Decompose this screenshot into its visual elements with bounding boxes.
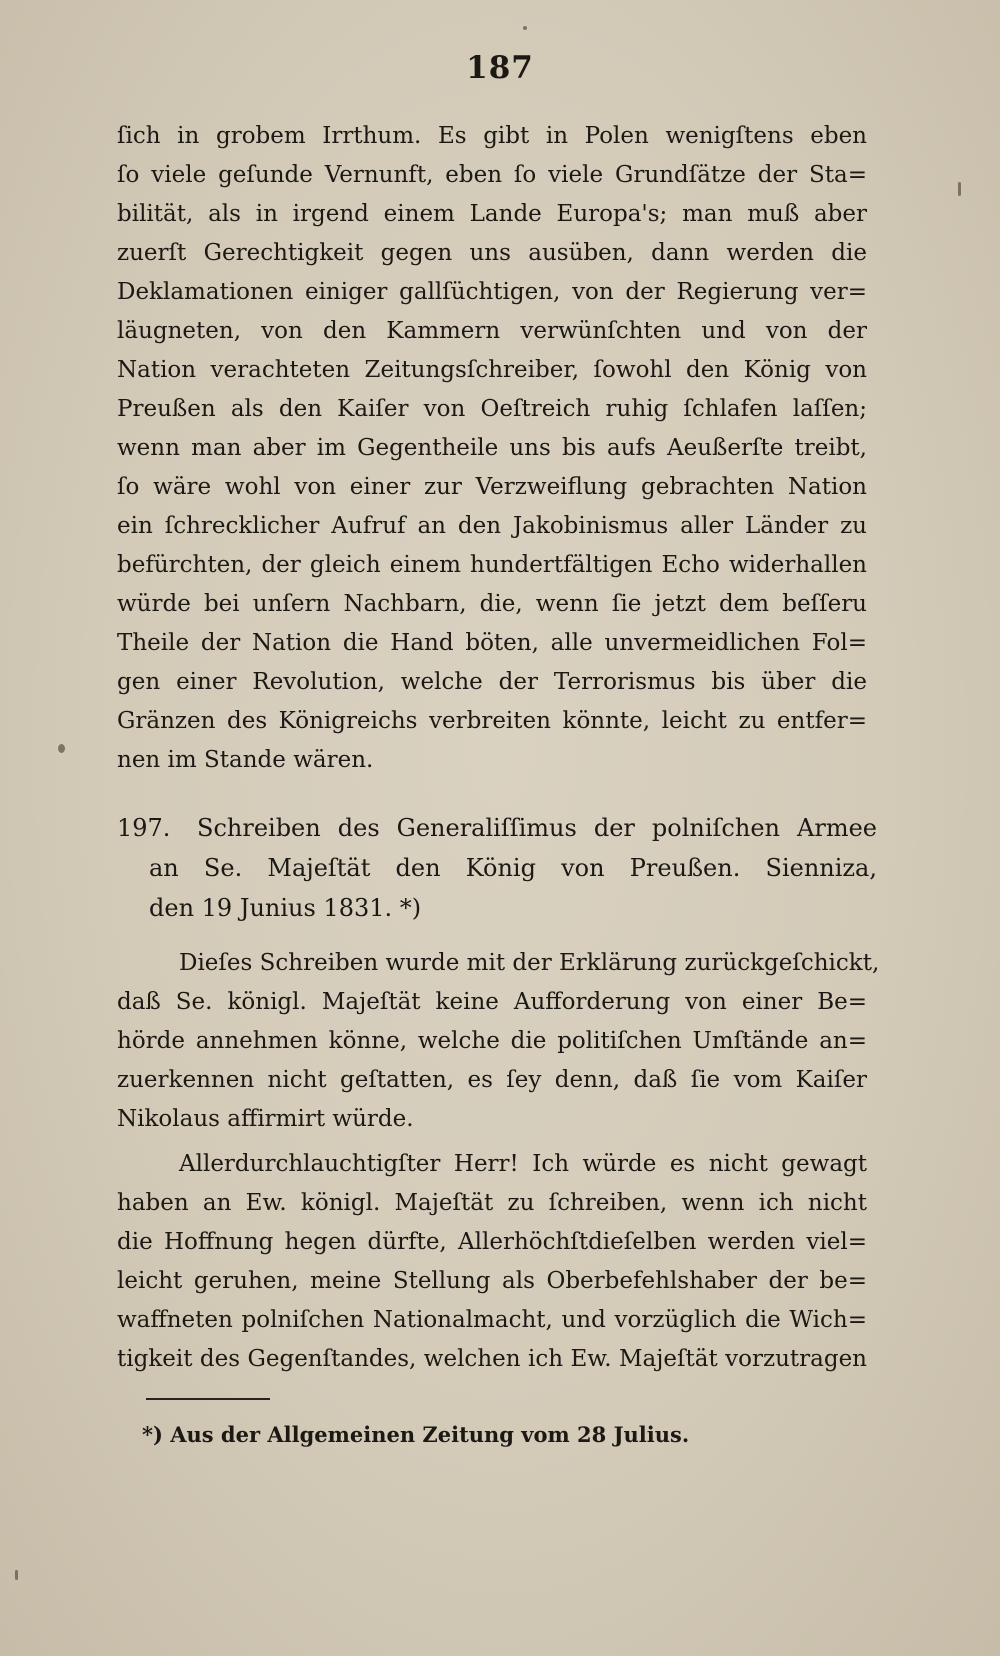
text-line: nen im Stande wären. xyxy=(117,747,374,773)
text-line: Allerdurchlauchtigſter Herr! Ich würde es nicht gewagt xyxy=(179,1151,867,1177)
footnote-divider xyxy=(146,1398,270,1400)
paper-speck xyxy=(523,26,527,30)
section-heading xyxy=(117,808,877,928)
text-line: ſo wäre wohl von einer zur Verzweiflung gebrachten Nation xyxy=(117,474,867,500)
paper-speck xyxy=(15,1570,18,1580)
text-line: wenn man aber im Gegentheile uns bis aufs Aeußerſte treibt, xyxy=(117,435,867,461)
text-line: zuerſt Gerechtigkeit gegen uns ausüben, dann werden die xyxy=(117,240,867,266)
text-line: gen einer Revolution, welche der Terrorismus bis über die xyxy=(117,669,867,695)
section-number: 197. xyxy=(117,814,171,842)
text-line: Gränzen des Königreichs verbreiten könnte, leicht zu entfer= xyxy=(117,708,867,734)
text-line: Nikolaus affirmirt würde. xyxy=(117,1106,414,1132)
paper-speck xyxy=(958,182,961,196)
text-line: die Hoffnung hegen dürfte, Allerhöchſtdieſelben werden viel= xyxy=(117,1229,867,1255)
page-number: 187 xyxy=(466,50,534,86)
letter-text xyxy=(117,1145,867,1379)
text-line: waffneten polniſchen Nationalmacht, und vorzüglich die Wich= xyxy=(117,1307,867,1333)
text-line: ſich in grobem Irrthum. Es gibt in Polen wenigſtens eben xyxy=(117,123,867,149)
paper-speck xyxy=(58,744,65,753)
text-line: würde bei unſern Nachbarn, die, wenn ſie jetzt dem beſſeru xyxy=(117,591,867,617)
text-line: tigkeit des Gegenſtandes, welchen ich Ew. Majeſtät vorzutragen xyxy=(117,1346,867,1372)
body-paragraph xyxy=(117,117,867,780)
footnote: *) Aus der Allgemeinen Zeitung vom 28 Julius. xyxy=(142,1422,690,1447)
text-line: daß Se. königl. Majeſtät keine Aufforderung von einer Be= xyxy=(117,989,867,1015)
heading-line xyxy=(117,808,877,848)
text-line: haben an Ew. königl. Majeſtät zu ſchreiben, wenn ich nicht xyxy=(117,1190,867,1216)
text-line: läugneten, von den Kammern verwünſchten und von der xyxy=(117,318,867,344)
text-line: leicht geruhen, meine Stellung als Oberbefehlshaber der be= xyxy=(117,1268,867,1294)
text-line: befürchten, der gleich einem hundertfältigen Echo widerhallen xyxy=(117,552,867,578)
text-line: Preußen als den Kaiſer von Oeſtreich ruhig ſchlafen laſſen; xyxy=(117,396,867,422)
text-line: Deklamationen einiger gallſüchtigen, von der Regierung ver= xyxy=(117,279,867,305)
text-line: Theile der Nation die Hand böten, alle unvermeidlichen Fol= xyxy=(117,630,867,656)
editorial-note xyxy=(117,944,880,1139)
text-line: Dieſes Schreiben wurde mit der Erklärung zurückgeſchickt, xyxy=(179,950,880,976)
text-line: zuerkennen nicht geſtatten, es ſey denn, daß ſie vom Kaiſer xyxy=(117,1067,867,1093)
text-line: ſo viele geſunde Vernunft, eben ſo viele Grundſätze der Sta= xyxy=(117,162,867,188)
text-line: hörde annehmen könne, welche die politiſchen Umſtände an= xyxy=(117,1028,867,1054)
heading-line: den 19 Junius 1831. *) xyxy=(149,894,422,922)
text-line: Nation verachteten Zeitungsſchreiber, ſowohl den König von xyxy=(117,357,867,383)
text-line: bilität, als in irgend einem Lande Europa's; man muß aber xyxy=(117,201,867,227)
text-line: ein ſchrecklicher Aufruf an den Jakobinismus aller Länder zu xyxy=(117,513,867,539)
heading-text: Schreiben des Generaliſſimus der polniſchen Armee xyxy=(197,814,877,842)
heading-line: an Se. Majeſtät den König von Preußen. Sienniza, xyxy=(149,854,877,882)
